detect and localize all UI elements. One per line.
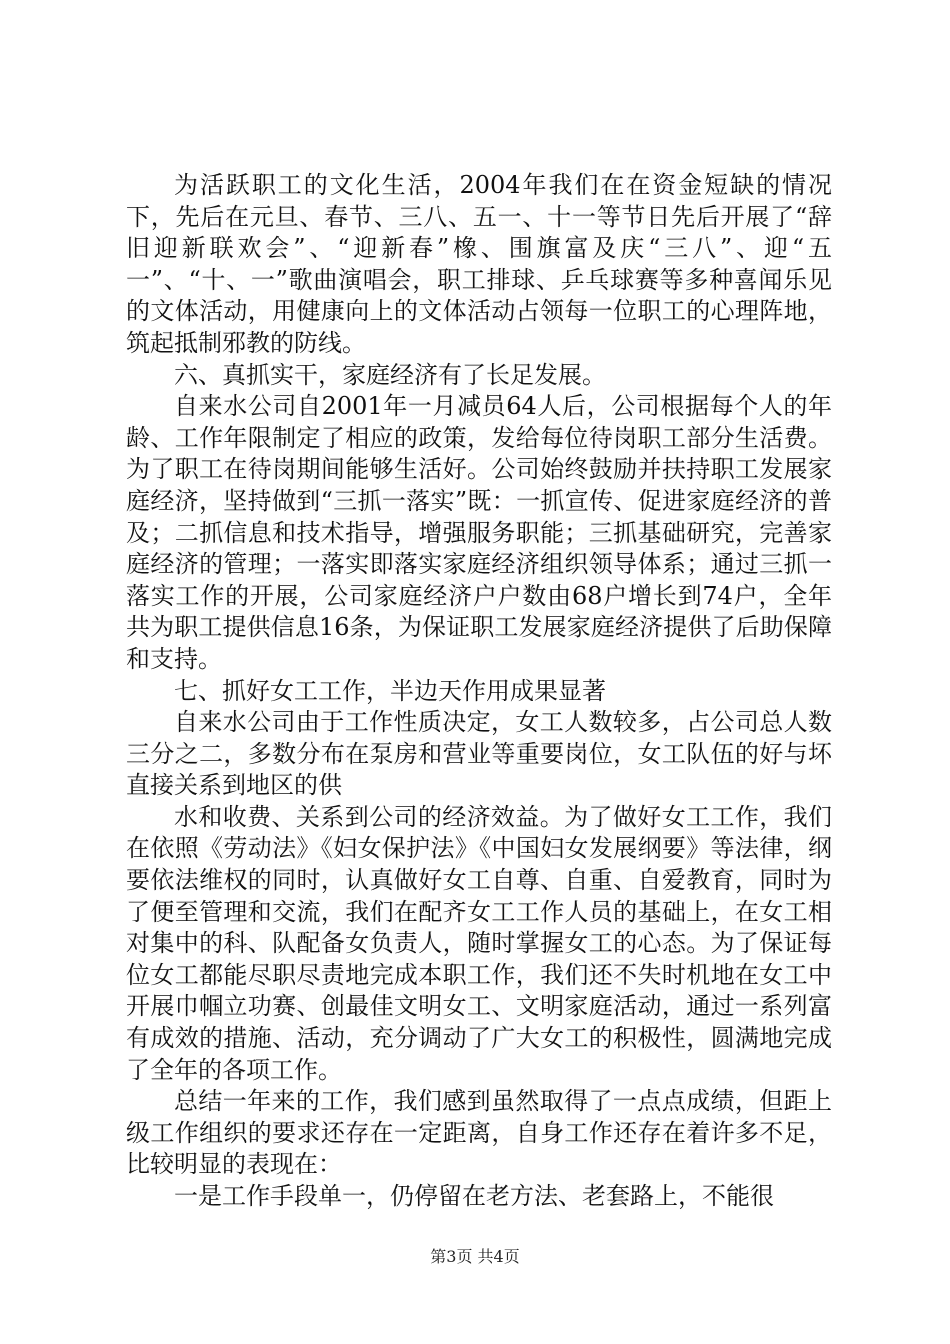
paragraph-female-workers-continued: 水和收费、关系到公司的经济效益。为了做好女工工作，我们在依照《劳动法》《妇女保护法》《中国妇女发展纲要》等法律，纲要依法维权的同时，认真做好女工自尊、自重、自爱教育，同时为了便至管理和交流，我们在配齐女工工作人员的基础上，在女工相对集中的科、队配备女负责人，随时掌握女工的心态。为了保证每位女工都能尽职尽责地完成本职工作，我们还不失时机地在女工中开展巾帼立功赛、创最佳文明女工、文明家庭活动，通过一系列富有成效的措施、活动，充分调动了广大女工的积极性，圆满地完成了全年的各项工作。 (126, 802, 832, 1084)
paragraph-family-economy: 自来水公司自2001年一月减员64人后，公司根据每个人的年龄、工作年限制定了相应的政策，发给每位待岗职工部分生活费。为了职工在待岗期间能够生活好。公司始终鼓励并扶持职工发展家庭经济，坚持做到“三抓一落实”既：一抓宣传、促进家庭经济的普及；二抓信息和技术指导，增强服务职能；三抓基础研究，完善家庭经济的管理；一落实即落实家庭经济组织领导体系；通过三抓一落实工作的开展，公司家庭经济户户数由68户增长到74户，全年共为职工提供信息16条，为保证职工发展家庭经济提供了后助保障和支持。 (126, 392, 832, 673)
page-footer: 第3页 共4页 (430, 1247, 520, 1266)
paragraph-female-workers: 自来水公司由于工作性质决定，女工人数较多，占公司总人数三分之二，多数分布在泵房和营业等重要岗位，女工队伍的好与坏直接关系到地区的供 (126, 708, 832, 800)
heading-section-seven: 七、抓好女工工作，半边天作用成果显著 (174, 676, 606, 705)
paragraph-cultural-activities: 为活跃职工的文化生活，2004年我们在在资金短缺的情况下，先后在元旦、春节、三八、五一、十一等节日先后开展了“辞旧迎新联欢会”、“迎新春”橡、围旗富及庆“三八”、迎“五一”、“十、一”歌曲演唱会，职工排球、乒乓球赛等多种喜闻乐见的文体活动，用健康向上的文体活动占领每一位职工的心理阵地，筑起抵制邪教的防线。 (126, 171, 832, 357)
paragraph-shortcoming-one: 一是工作手段单一，仍停留在老方法、老套路上，不能很 (174, 1182, 774, 1210)
heading-section-six: 六、真抓实干，家庭经济有了长足发展。 (174, 360, 606, 389)
document-body (126, 170, 832, 1213)
paragraph-summary: 总结一年来的工作，我们感到虽然取得了一点点成绩，但距上级工作组织的要求还存在一定距离，自身工作还存在着许多不足，比较明显的表现在： (126, 1087, 832, 1179)
